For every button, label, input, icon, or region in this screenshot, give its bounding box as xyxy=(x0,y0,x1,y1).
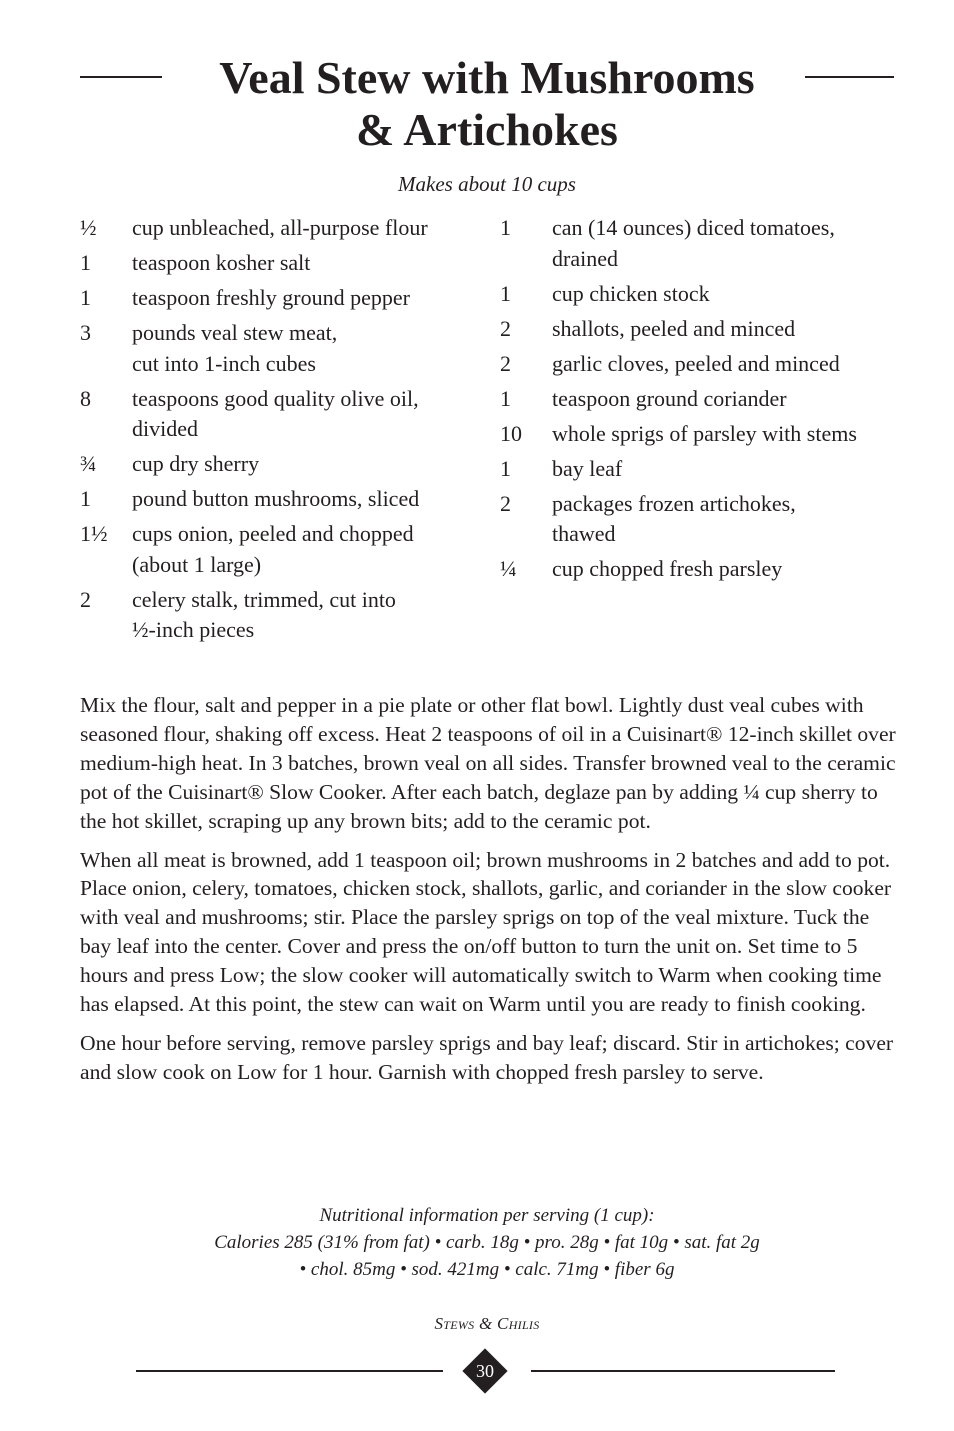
ingredient-item: cup unbleached, all-purpose flour xyxy=(132,215,428,240)
ingredient-row xyxy=(500,213,900,274)
ingredient-item: cup chicken stock xyxy=(552,280,710,306)
ingredient-row xyxy=(80,585,480,646)
ingredient-qty: 1 xyxy=(80,250,91,275)
ingredient-row xyxy=(500,454,900,485)
footer-section-name: Stews & Chilis xyxy=(434,1314,540,1333)
ingredient-row xyxy=(500,554,900,585)
ingredients-left-column xyxy=(80,213,480,650)
ingredient-item: shallots, peeled and minced xyxy=(552,315,796,341)
ingredient-item-line: thawed xyxy=(552,521,616,546)
ingredient-item: garlic cloves, peeled and minced xyxy=(552,350,840,376)
ingredient-qty: 2 xyxy=(500,490,511,516)
ingredient-qty: 1½ xyxy=(80,521,108,546)
ingredient-row xyxy=(500,314,900,345)
ingredient-qty: 1 xyxy=(500,455,511,481)
ingredient-item-line: pounds veal stew meat, xyxy=(132,320,338,345)
footer-rule-right xyxy=(531,1370,835,1372)
recipe-yield: Makes about 10 cups xyxy=(398,172,576,196)
ingredient-item xyxy=(132,384,480,445)
ingredient-item: cup dry sherry xyxy=(132,451,260,476)
ingredient-row xyxy=(500,279,900,310)
ingredient-item xyxy=(132,519,480,580)
ingredient-item: teaspoon kosher salt xyxy=(132,250,311,275)
ingredient-item-line: teaspoons good quality olive oil, xyxy=(132,385,419,411)
title-line-2: & Artichokes xyxy=(356,104,618,155)
ingredient-row xyxy=(80,484,480,515)
ingredient-item xyxy=(552,489,900,550)
ingredient-qty: 1 xyxy=(500,280,511,306)
ingredient-qty: 2 xyxy=(80,586,91,612)
ingredient-row xyxy=(80,213,480,244)
recipe-instructions xyxy=(80,691,896,1097)
page-number: 30 xyxy=(476,1361,494,1381)
ingredient-qty: 8 xyxy=(80,385,91,411)
ingredient-qty: 2 xyxy=(500,350,511,376)
ingredient-row xyxy=(80,248,480,279)
ingredient-item xyxy=(132,585,480,646)
nutrition-info xyxy=(80,1202,894,1283)
ingredient-qty: 2 xyxy=(500,315,511,341)
recipe-title xyxy=(80,52,894,156)
ingredient-item: bay leaf xyxy=(552,455,623,481)
ingredient-item xyxy=(132,318,480,379)
ingredient-item xyxy=(552,213,900,274)
ingredient-item-line: cups onion, peeled and chopped xyxy=(132,521,414,546)
instruction-paragraph: Mix the flour, salt and pepper in a pie plate or other flat bowl. Lightly dust veal cubes with seasoned flour, shaking off excess. Heat 2 teaspoons of oil in a Cuisinart® 12-inch skillet over medium-high heat. In 3 batches, brown veal on all sides. Transfer browned veal to the ceramic pot of the Cuisinart® Slow Cooker. After each batch, deglaze pan by adding ¼ cup sherry to the hot skillet, scraping up any brown bits; add to the ceramic pot. xyxy=(80,693,896,833)
ingredient-item-line: packages frozen artichokes, xyxy=(552,490,796,516)
ingredient-row xyxy=(80,283,480,314)
ingredient-item-line: divided xyxy=(132,416,198,441)
ingredient-item: pound button mushrooms, sliced xyxy=(132,486,420,511)
ingredient-qty: 1 xyxy=(500,385,511,411)
ingredient-qty: ¾ xyxy=(80,451,97,476)
nutrition-heading: Nutritional information per serving (1 cup): xyxy=(319,1205,655,1226)
ingredient-item-line: cut into 1-inch cubes xyxy=(132,350,316,376)
ingredient-item-line: celery stalk, trimmed, cut into xyxy=(132,586,396,612)
ingredient-item: teaspoon ground coriander xyxy=(552,385,787,411)
nutrition-line: Calories 285 (31% from fat) • carb. 18g • pro. 28g • fat 10g • sat. fat 2g xyxy=(214,1232,760,1253)
ingredient-item: whole sprigs of parsley with stems xyxy=(552,420,857,446)
title-line-1: Veal Stew with Mushrooms xyxy=(219,52,755,103)
ingredient-qty: 1 xyxy=(80,486,91,511)
ingredient-row xyxy=(500,489,900,550)
ingredient-qty: 1 xyxy=(500,215,511,240)
ingredient-qty: 1 xyxy=(80,285,91,310)
ingredient-qty: ¼ xyxy=(500,556,517,581)
footer-rule-left xyxy=(136,1370,443,1372)
ingredient-qty: ½ xyxy=(80,215,97,240)
ingredient-item: cup chopped fresh parsley xyxy=(552,556,783,581)
ingredient-row xyxy=(80,384,480,445)
instruction-paragraph: When all meat is browned, add 1 teaspoon oil; brown mushrooms in 2 batches and add to pot. Place onion, celery, tomatoes, chicken stock, shallots, garlic, and coriander in the slow cooker with veal and mushrooms; stir. Place the parsley sprigs on top of the veal mixture. Tuck the bay leaf into the center. Cover and press the on/off button to turn the unit on. Set time to 5 hours and press Low; the slow cooker will automatically switch to Warm when cooking time has elapsed. At this point, the stew can wait on Warm until you are ready to finish cooking. xyxy=(80,847,892,1017)
ingredient-row xyxy=(80,318,480,379)
ingredient-row xyxy=(80,519,480,580)
ingredient-item-line: (about 1 large) xyxy=(132,551,262,577)
nutrition-line: • chol. 85mg • sod. 421mg • calc. 71mg • fiber 6g xyxy=(299,1259,675,1280)
ingredients-right-column xyxy=(500,213,900,589)
ingredient-row xyxy=(500,419,900,450)
instruction-paragraph: One hour before serving, remove parsley sprigs and bay leaf; discard. Stir in artichokes; cover and slow cook on Low for 1 hour. Garnish with chopped fresh parsley to serve. xyxy=(80,1030,894,1084)
ingredient-item-line: drained xyxy=(552,245,618,271)
ingredient-item-line: can (14 ounces) diced tomatoes, xyxy=(552,215,835,240)
page-number-badge xyxy=(463,1349,507,1393)
ingredient-row xyxy=(500,384,900,415)
ingredient-qty: 10 xyxy=(500,420,522,446)
ingredient-row xyxy=(80,449,480,480)
ingredient-item: teaspoon freshly ground pepper xyxy=(132,285,410,310)
ingredient-row xyxy=(500,349,900,380)
ingredient-item-line: ½-inch pieces xyxy=(132,617,255,642)
ingredient-qty: 3 xyxy=(80,320,91,345)
